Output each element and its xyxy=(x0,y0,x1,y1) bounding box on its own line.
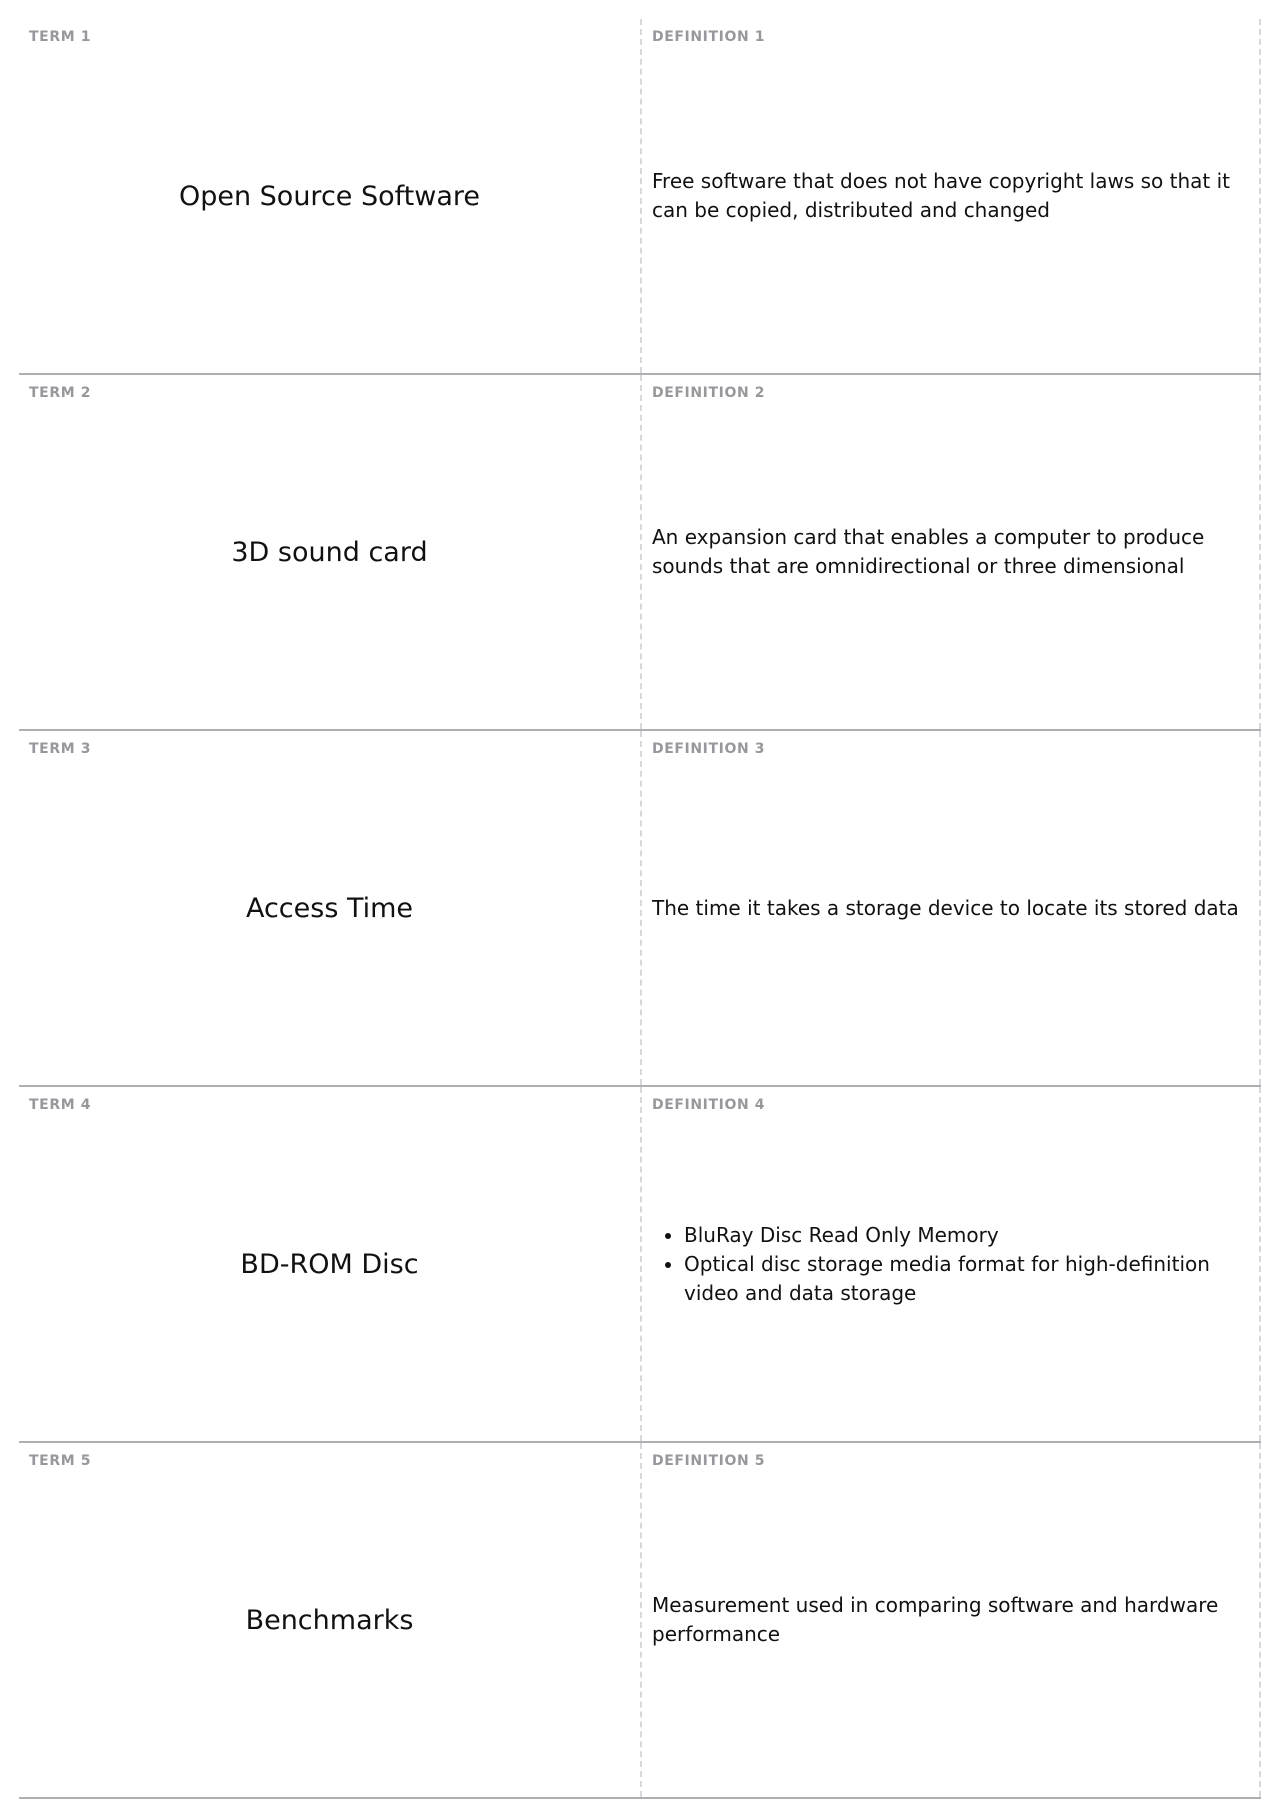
term-cell xyxy=(19,1443,640,1797)
term-cell xyxy=(19,1087,640,1441)
flashcard-sheet xyxy=(19,19,1261,1799)
definition-text-content: An expansion card that enables a computer to produce sounds that are omnidirectional or three dimensional xyxy=(652,525,1205,578)
term-cell xyxy=(19,375,640,729)
term-label: TERM 5 xyxy=(29,1453,92,1469)
definition-text-content: The time it takes a storage device to locate its stored data xyxy=(652,895,1239,920)
card-row-2 xyxy=(19,375,1261,731)
definition-text xyxy=(652,1443,1253,1797)
definition-label: DEFINITION 2 xyxy=(652,385,766,401)
definition-cell xyxy=(640,19,1261,373)
definition-cell xyxy=(640,731,1261,1085)
card-row-3 xyxy=(19,731,1261,1087)
definition-cell xyxy=(640,1087,1261,1441)
card-row-4 xyxy=(19,1087,1261,1443)
definition-bullet-item: • Optical disc storage media format for high-definition video and data storage xyxy=(684,1250,1253,1308)
definition-bullet-item: • BluRay Disc Read Only Memory xyxy=(684,1221,1253,1250)
definition-text-content: Free software that does not have copyright laws so that it can be copied, distributed and changed xyxy=(652,169,1231,222)
card-row-1 xyxy=(19,19,1261,375)
definition-cell xyxy=(640,1443,1261,1797)
definition-label: DEFINITION 5 xyxy=(652,1453,766,1469)
term-cell xyxy=(19,19,640,373)
term-text: BD-ROM Disc xyxy=(240,1248,419,1280)
term-label: TERM 3 xyxy=(29,741,92,757)
card-row-5 xyxy=(19,1443,1261,1799)
definition-label: DEFINITION 1 xyxy=(652,29,766,45)
term-cell xyxy=(19,731,640,1085)
definition-text xyxy=(652,731,1253,1085)
definition-text xyxy=(652,19,1253,373)
definition-label: DEFINITION 3 xyxy=(652,741,766,757)
term-label: TERM 2 xyxy=(29,385,92,401)
definition-label: DEFINITION 4 xyxy=(652,1097,766,1113)
term-text: 3D sound card xyxy=(231,536,428,568)
term-text: Open Source Software xyxy=(178,180,481,212)
definition-bullet-list xyxy=(652,1221,1253,1308)
term-label: TERM 1 xyxy=(29,29,92,45)
definition-cell xyxy=(640,375,1261,729)
term-text: Benchmarks xyxy=(245,1604,414,1636)
definition-text-content: Measurement used in comparing software and hardware performance xyxy=(652,1593,1219,1646)
term-text: Access Time xyxy=(245,892,414,924)
term-label: TERM 4 xyxy=(29,1097,92,1113)
definition-text xyxy=(652,1087,1253,1441)
definition-text xyxy=(652,375,1253,729)
